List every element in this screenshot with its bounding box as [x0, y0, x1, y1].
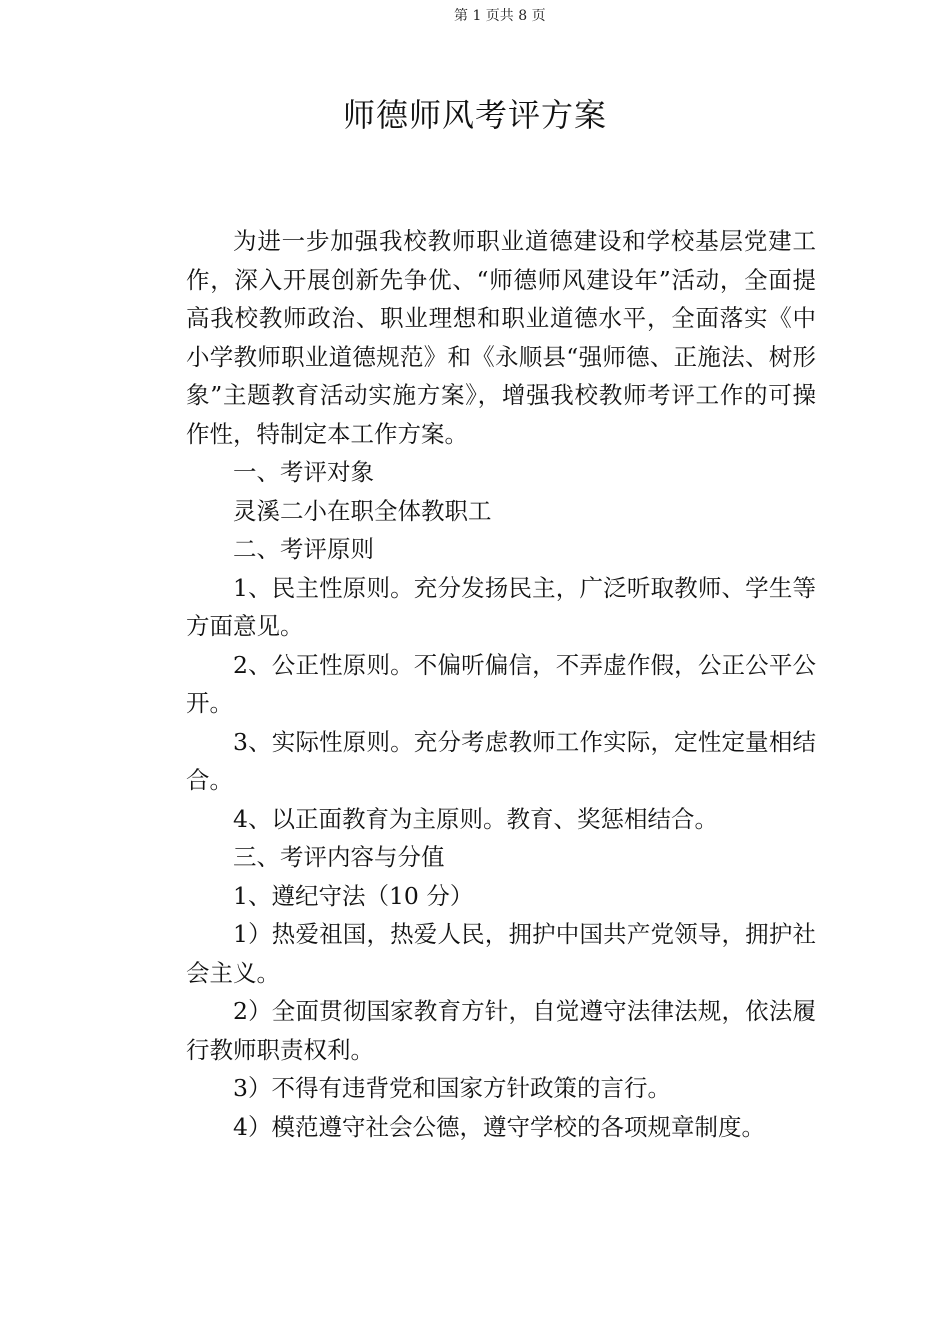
- section-heading-evaluation-content: 三、考评内容与分值: [233, 843, 445, 871]
- content-item-4: 4）模范遵守社会公德，遵守学校的各项规章制度。: [233, 1112, 765, 1141]
- section-heading-evaluation-target: 一、考评对象: [233, 458, 374, 486]
- principle-item-2: 2、公正性原则。不偏听偏信，不弄虚作假，公正公平公开。: [186, 650, 816, 717]
- content-subheading-law-abiding: 1、遵纪守法（10 分）: [233, 881, 474, 910]
- page-number-header: 第 1 页共 8 页: [454, 8, 546, 24]
- intro-paragraph: 为进一步加强我校教师职业道德建设和学校基层党建工作，深入开展创新先争优、“师德师风建设年”活动，全面提高我校教师政治、职业理想和职业道德水平，全面落实《中小学教师职业道德规范》和《永顺县“强师德、正施法、树形象”主题教育活动实施方案》，增强我校教师考评工作的可操作性，特制定本工作方案。: [186, 227, 816, 448]
- principle-item-4: 4、以正面教育为主原则。教育、奖惩相结合。: [233, 804, 718, 833]
- principle-item-1: 1、民主性原则。充分发扬民主，广泛听取教师、学生等方面意见。: [186, 573, 816, 640]
- content-item-2: 2）全面贯彻国家教育方针，自觉遵守法律法规，依法履行教师职责权利。: [186, 997, 816, 1064]
- document-title: 师德师风考评方案: [342, 96, 607, 134]
- principle-item-3: 3、实际性原则。充分考虑教师工作实际，定性定量相结合。: [186, 727, 816, 794]
- content-item-1: 1）热爱祖国，热爱人民，拥护中国共产党领导，拥护社会主义。: [186, 920, 816, 987]
- section-heading-evaluation-principles: 二、考评原则: [233, 535, 374, 563]
- evaluation-target-text: 灵溪二小在职全体教职工: [233, 496, 492, 525]
- content-item-3: 3）不得有违背党和国家方针政策的言行。: [233, 1074, 671, 1102]
- document-body: [186, 222, 816, 1146]
